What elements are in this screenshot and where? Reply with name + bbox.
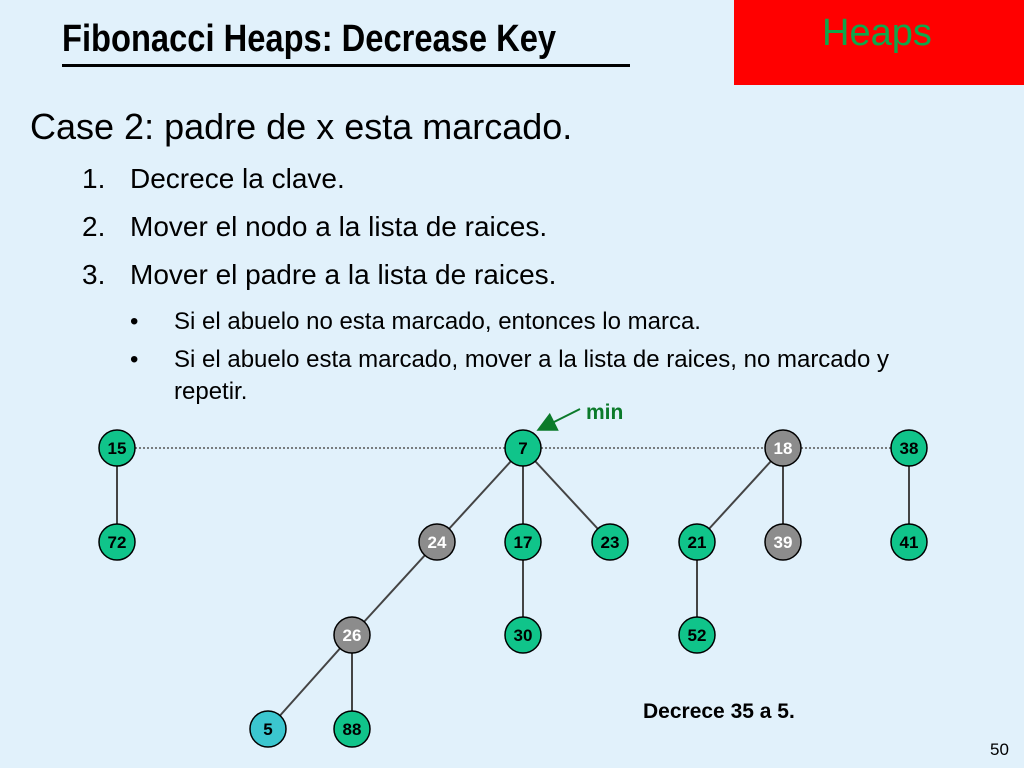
tree-edge-26-5 [268, 635, 352, 729]
min-pointer-arrow [540, 409, 580, 429]
bullet-text: Si el abuelo no esta marcado, entonces lo marca. [174, 308, 701, 335]
node-label: 39 [773, 533, 793, 552]
topic-badge-label: Heaps [822, 12, 932, 54]
heap-node-38 [891, 430, 927, 466]
heap-node-41 [891, 524, 927, 560]
node-label: 24 [427, 533, 447, 552]
node-label: 21 [687, 533, 707, 552]
node-label: 17 [513, 533, 533, 552]
heap-node-88 [334, 711, 370, 747]
tree-edge-18-21 [697, 448, 783, 542]
heap-node-30 [505, 617, 541, 653]
node-label: 52 [687, 626, 707, 645]
node-label: 26 [342, 626, 362, 645]
heap-node-17 [505, 524, 541, 560]
heap-node-23 [592, 524, 628, 560]
heap-node-24 [419, 524, 455, 560]
tree-edge-24-26 [352, 542, 437, 635]
node-label: 41 [899, 533, 919, 552]
node-label: 5 [263, 720, 273, 739]
step-text: Mover el nodo a la lista de raices. [130, 211, 548, 242]
step-number: 3. [82, 259, 106, 290]
case-heading: Case 2: padre de x esta marcado. [30, 106, 573, 147]
bullet-icon: • [130, 308, 139, 335]
node-label: 38 [899, 439, 919, 458]
heap-node-52 [679, 617, 715, 653]
step-text: Decrece la clave. [130, 163, 345, 194]
node-label: 18 [773, 439, 793, 458]
heap-node-72 [99, 524, 135, 560]
min-pointer-label: min [586, 401, 624, 424]
heap-node-39 [765, 524, 801, 560]
heap-node-5 [250, 711, 286, 747]
heap-node-7 [505, 430, 541, 466]
heap-node-18 [765, 430, 801, 466]
node-label: 23 [600, 533, 620, 552]
bullet-icon: • [130, 346, 139, 373]
heap-node-26 [334, 617, 370, 653]
step-number: 1. [82, 163, 106, 194]
node-label: 88 [342, 720, 362, 739]
tree-edge-7-23 [523, 448, 610, 542]
heap-node-15 [99, 430, 135, 466]
bullet-text: Si el abuelo esta marcado, mover a la lista de raices, no marcado y repetir. [174, 346, 890, 405]
step-text: Mover el padre a la lista de raices. [130, 259, 557, 290]
slide-title: Fibonacci Heaps: Decrease Key [62, 18, 557, 60]
operation-caption: Decrece 35 a 5. [643, 700, 795, 723]
tree-edge-7-24 [437, 448, 523, 542]
step-number: 2. [82, 211, 106, 242]
node-label: 72 [107, 533, 127, 552]
page-number: 50 [990, 740, 1009, 759]
node-label: 7 [518, 439, 528, 458]
heap-node-21 [679, 524, 715, 560]
node-label: 30 [513, 626, 533, 645]
node-label: 15 [107, 439, 127, 458]
